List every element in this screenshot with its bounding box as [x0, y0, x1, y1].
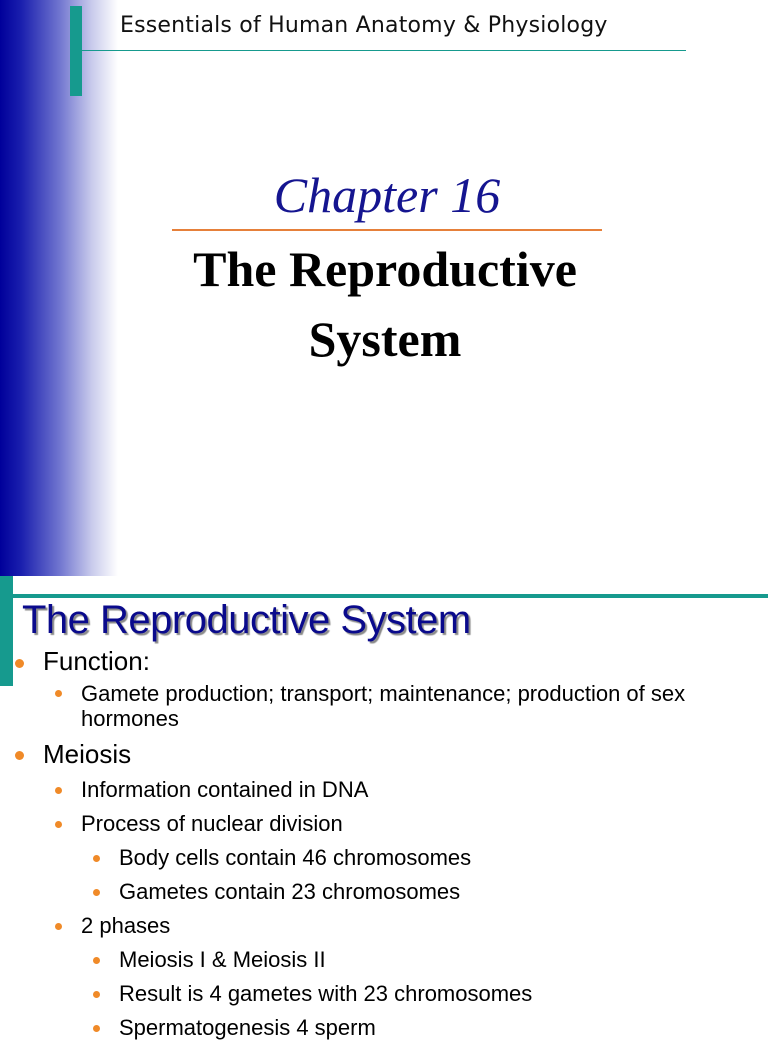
teal-accent-bar — [0, 576, 13, 686]
bullet-icon — [93, 957, 100, 964]
bullet-text: Meiosis — [43, 739, 132, 769]
chapter-label: Chapter 16 — [273, 167, 501, 223]
bullet-icon — [93, 889, 100, 896]
bullet-icon — [93, 1025, 100, 1032]
bullet-text: Gametes contain 23 chromosomes — [119, 879, 461, 904]
bullet-icon — [93, 991, 100, 998]
bullet-text: Spermatogenesis 4 sperm — [119, 1015, 376, 1040]
bullet-icon — [55, 923, 62, 930]
bullet-text: Body cells contain 46 chromosomes — [119, 845, 472, 870]
teal-accent-bar — [70, 6, 82, 96]
bullet-text: Gamete production; transport; maintenance; production of sex hormones — [81, 681, 686, 731]
bullet-icon — [15, 659, 24, 668]
slide-title-line1: The Reproductive — [193, 241, 577, 297]
teal-header-rule — [82, 50, 686, 51]
bullet-icon — [15, 751, 24, 760]
bullet-icon — [93, 855, 100, 862]
chapter-divider — [172, 229, 602, 231]
side-gradient-bar — [0, 0, 118, 576]
bullet-text: Meiosis I & Meiosis II — [119, 947, 326, 972]
slide-heading: The Reproductive System — [22, 598, 471, 642]
course-title: Essentials of Human Anatomy & Physiology — [120, 13, 608, 38]
bullet-text: 2 phases — [81, 913, 171, 938]
slide-title-line2: System — [308, 311, 462, 367]
bullet-text: Information contained in DNA — [81, 777, 369, 802]
bullet-icon — [55, 821, 62, 828]
bullet-text: Function: — [43, 646, 150, 676]
bullet-icon — [55, 787, 62, 794]
bullet-icon — [55, 690, 62, 697]
content-slide — [0, 576, 768, 1040]
bullet-text: Result is 4 gametes with 23 chromosomes — [119, 981, 533, 1006]
bullet-text: Process of nuclear division — [81, 811, 343, 836]
